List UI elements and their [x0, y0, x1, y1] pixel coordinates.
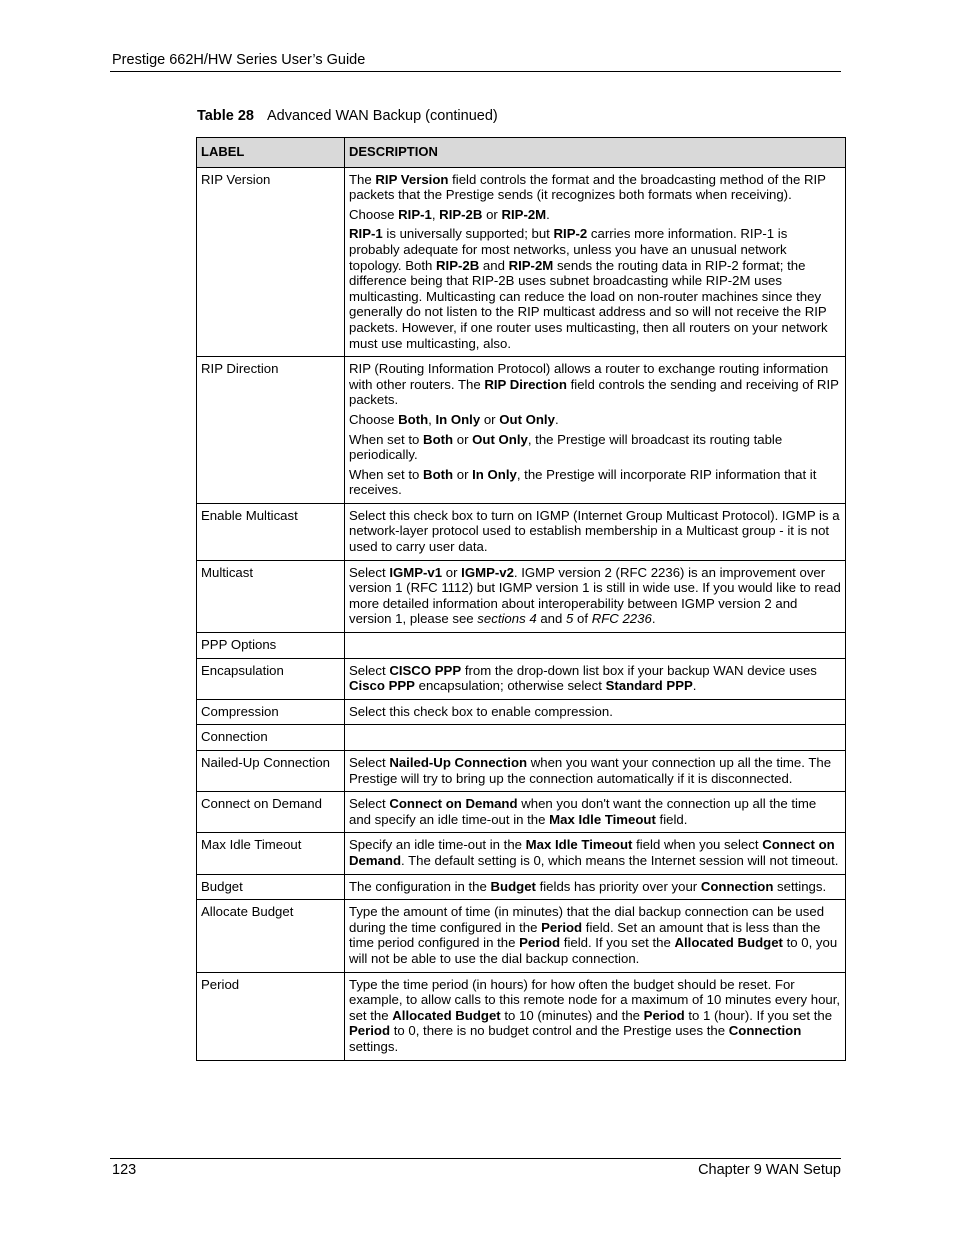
description-paragraph — [349, 904, 841, 966]
table-caption — [197, 108, 498, 124]
row-label: PPP Options — [197, 633, 345, 659]
bold-term: CISCO PPP — [389, 662, 462, 678]
text-run: Choose — [349, 411, 399, 427]
column-header-description: DESCRIPTION — [345, 138, 846, 168]
text-run: settings. — [773, 878, 827, 894]
text-run: field. — [655, 811, 688, 827]
text-run: is universally supported; but — [382, 226, 554, 242]
text-run: RIP (Routing Information Protocol) allows a router to exchange routing information with other routers. The — [349, 361, 829, 392]
italic-term: sections 4 — [477, 611, 537, 627]
description-paragraph — [349, 226, 841, 351]
table-row — [197, 900, 846, 972]
bold-term: Connect on Demand — [389, 796, 518, 812]
bold-term: Connection — [700, 878, 774, 894]
table-row — [197, 699, 846, 725]
text-run: when you want your connection up all the time. The Prestige will try to bring up the connection automatically if it is disconnected. — [349, 755, 832, 786]
text-run: to 0, you will not be able to use the dial backup connection. — [349, 935, 838, 966]
bold-term: RIP-1 — [349, 226, 383, 242]
table-row — [197, 633, 846, 659]
table-row — [197, 560, 846, 632]
header-rule — [110, 71, 841, 72]
row-description — [345, 792, 846, 833]
row-description — [345, 560, 846, 632]
text-run: field controls the format and the broadcasting method of the RIP packets that the Prestige sends (it recognizes both formats when receiving). — [349, 171, 826, 203]
description-paragraph — [349, 361, 841, 408]
row-label: RIP Direction — [197, 357, 345, 504]
text-run: . — [651, 611, 656, 627]
bold-term: Period — [541, 919, 583, 935]
italic-term: RFC 2236 — [591, 611, 652, 627]
description-paragraph — [349, 508, 841, 555]
bold-term: Cisco PPP — [349, 678, 415, 694]
text-run: . IGMP version 2 (RFC 2236) is an improvement over version 1 (RFC 1112) but IGMP version 1 is still in wide use. If you would like to read more detailed information about interoperability between IGMP version 2 and version 1, please see — [349, 564, 841, 627]
bold-term: Budget — [490, 878, 536, 894]
text-run: Select — [349, 564, 390, 580]
row-description — [345, 900, 846, 972]
row-label: Connect on Demand — [197, 792, 345, 833]
text-run: fields has priority over your — [535, 878, 701, 894]
bold-term: RIP-2M — [508, 257, 554, 273]
table-header-row — [197, 138, 846, 168]
bold-term: Nailed-Up Connection — [389, 755, 528, 770]
description-paragraph — [349, 207, 841, 223]
text-run: , the Prestige will broadcast its routing table periodically. — [349, 431, 783, 463]
text-run: . — [546, 206, 550, 222]
bold-term: RIP-1 — [398, 206, 432, 222]
row-description — [345, 503, 846, 560]
column-header-label: LABEL — [197, 138, 345, 168]
description-paragraph — [349, 412, 841, 428]
text-run: of — [573, 611, 592, 627]
table-row — [197, 357, 846, 504]
text-run: . — [692, 678, 697, 694]
text-run: to 10 (minutes) and the — [500, 1007, 644, 1023]
text-run: carries more information. RIP-1 is probably adequate for most networks, unless you have an unusual network topology. Both — [349, 226, 788, 273]
running-header: Prestige 662H/HW Series User’s Guide — [112, 52, 366, 68]
row-description — [345, 751, 846, 792]
description-paragraph — [349, 977, 841, 1055]
description-paragraph — [349, 796, 841, 827]
row-description — [345, 725, 846, 751]
bold-term: Allocated Budget — [674, 935, 783, 951]
row-description — [345, 972, 846, 1060]
text-run: The — [349, 171, 376, 187]
text-run: Select — [349, 796, 390, 812]
description-paragraph — [349, 837, 841, 868]
table-row — [197, 972, 846, 1060]
italic-term: 5 — [566, 611, 574, 627]
text-run: Select — [349, 662, 390, 678]
text-run: When set to — [349, 431, 424, 447]
description-paragraph — [349, 432, 841, 463]
bold-term: Both — [423, 431, 454, 447]
row-label: Connection — [197, 725, 345, 751]
text-run: or — [453, 431, 473, 447]
bold-term: Standard PPP — [605, 678, 693, 694]
bold-term: Period — [643, 1007, 685, 1023]
description-paragraph — [349, 663, 841, 694]
bold-term: Max Idle Timeout — [549, 811, 656, 827]
bold-term: RIP-2 — [553, 226, 588, 242]
row-description — [345, 167, 846, 357]
text-run: . The default setting is 0, which means the Internet session will not timeout. — [401, 852, 839, 868]
row-label: Period — [197, 972, 345, 1060]
row-label: Allocate Budget — [197, 900, 345, 972]
bold-term: IGMP-v2 — [461, 564, 514, 580]
table-row — [197, 658, 846, 699]
text-run: field controls the sending and receiving of RIP packets. — [349, 376, 839, 408]
text-run: when you don't want the connection up all the time and specify an idle time-out in the — [349, 796, 817, 827]
description-paragraph — [349, 704, 841, 720]
row-description — [345, 699, 846, 725]
text-run: field when you select — [632, 837, 763, 853]
text-run: The configuration in the — [349, 878, 491, 894]
row-description — [345, 833, 846, 874]
description-paragraph — [349, 879, 841, 895]
text-run: , the Prestige will incorporate RIP information that it receives. — [349, 466, 817, 498]
text-run: to 1 (hour). If you set the — [684, 1007, 833, 1023]
text-run: to 0, there is no budget control and the Prestige uses the — [390, 1023, 729, 1039]
description-paragraph — [349, 172, 841, 203]
text-run: or — [442, 564, 462, 580]
row-description — [345, 874, 846, 900]
description-paragraph — [349, 565, 841, 627]
bold-term: Both — [398, 411, 429, 427]
footer-rule — [110, 1158, 841, 1159]
bold-term: RIP Version — [375, 171, 449, 187]
row-label: Compression — [197, 699, 345, 725]
text-run: or — [453, 466, 473, 482]
row-label: Encapsulation — [197, 658, 345, 699]
table-row — [197, 725, 846, 751]
table-row — [197, 874, 846, 900]
text-run: field. If you set the — [560, 935, 675, 951]
text-run: Choose — [349, 206, 399, 222]
text-run: sends the routing data in RIP-2 format; the difference being that RIP-2B uses subnet broadcasting while RIP-2M uses multicasting. Multicasting can reduce the load on non-router machines since they generally do not listen to the RIP multicast address and so will not receive the RIP packets. However, if one router uses multicasting, then all routers on your network must use multicasting, also. — [349, 257, 828, 351]
bold-term: IGMP-v1 — [389, 564, 443, 580]
row-label: Nailed-Up Connection — [197, 751, 345, 792]
row-label: RIP Version — [197, 167, 345, 357]
description-paragraph — [349, 755, 841, 786]
table-row — [197, 167, 846, 357]
bold-term: RIP-2B — [439, 206, 483, 222]
text-run: or — [480, 411, 500, 427]
text-run: or — [482, 206, 502, 222]
table-caption-label: Table 28 — [197, 108, 254, 124]
bold-term: Connect on Demand — [349, 837, 835, 868]
bold-term: Allocated Budget — [392, 1007, 501, 1023]
bold-term: Period — [349, 1023, 391, 1039]
text-run: . — [554, 411, 559, 427]
text-run: Select — [349, 755, 390, 770]
page-number: 123 — [112, 1162, 137, 1178]
table-caption-text: Advanced WAN Backup (continued) — [266, 108, 498, 124]
text-run: encapsulation; otherwise select — [414, 678, 606, 694]
text-run: Select this check box to turn on IGMP (Internet Group Multicast Protocol). IGMP is a network-layer protocol used to establish membership in a Multicast group - it is not used to carry user data. — [349, 507, 840, 555]
row-description — [345, 633, 846, 659]
description-paragraph — [349, 467, 841, 498]
bold-term: Out Only — [499, 411, 555, 427]
row-label: Max Idle Timeout — [197, 833, 345, 874]
row-label: Multicast — [197, 560, 345, 632]
bold-term: Period — [519, 935, 561, 951]
text-run: , — [431, 206, 440, 222]
row-description — [345, 658, 846, 699]
table-row — [197, 503, 846, 560]
text-run: Specify an idle time-out in the — [349, 837, 526, 853]
text-run: field. Set an amount that is less than the time period configured in the — [349, 919, 821, 951]
bold-term: In Only — [472, 466, 517, 482]
advanced-wan-backup-table — [196, 137, 846, 1061]
text-run: When set to — [349, 466, 424, 482]
text-run: and — [479, 257, 509, 273]
table-body — [197, 167, 846, 1060]
text-run: settings. — [349, 1038, 399, 1054]
row-label: Enable Multicast — [197, 503, 345, 560]
bold-term: RIP-2B — [436, 257, 480, 273]
table-row — [197, 751, 846, 792]
bold-term: RIP Direction — [484, 376, 567, 392]
bold-term: Connection — [728, 1023, 802, 1039]
text-run: Select this check box to enable compression. — [349, 703, 613, 719]
bold-term: Both — [423, 466, 454, 482]
text-run: Type the time period (in hours) for how often the budget should be reset. For example, to allow calls to this remote node for a maximum of 10 minutes every hour, set the — [349, 976, 841, 1023]
text-run: , — [428, 411, 436, 427]
row-description — [345, 357, 846, 504]
bold-term: In Only — [435, 411, 481, 427]
text-run: and — [536, 611, 567, 627]
row-label: Budget — [197, 874, 345, 900]
bold-term: RIP-2M — [501, 206, 547, 222]
chapter-title: Chapter 9 WAN Setup — [698, 1162, 841, 1178]
bold-term: Max Idle Timeout — [525, 837, 633, 853]
text-run: Type the amount of time (in minutes) that the dial backup connection can be used during the time configured in the — [349, 904, 825, 935]
table-row — [197, 792, 846, 833]
bold-term: Out Only — [472, 431, 528, 447]
text-run: from the drop-down list box if your backup WAN device uses — [461, 662, 817, 678]
table-row — [197, 833, 846, 874]
